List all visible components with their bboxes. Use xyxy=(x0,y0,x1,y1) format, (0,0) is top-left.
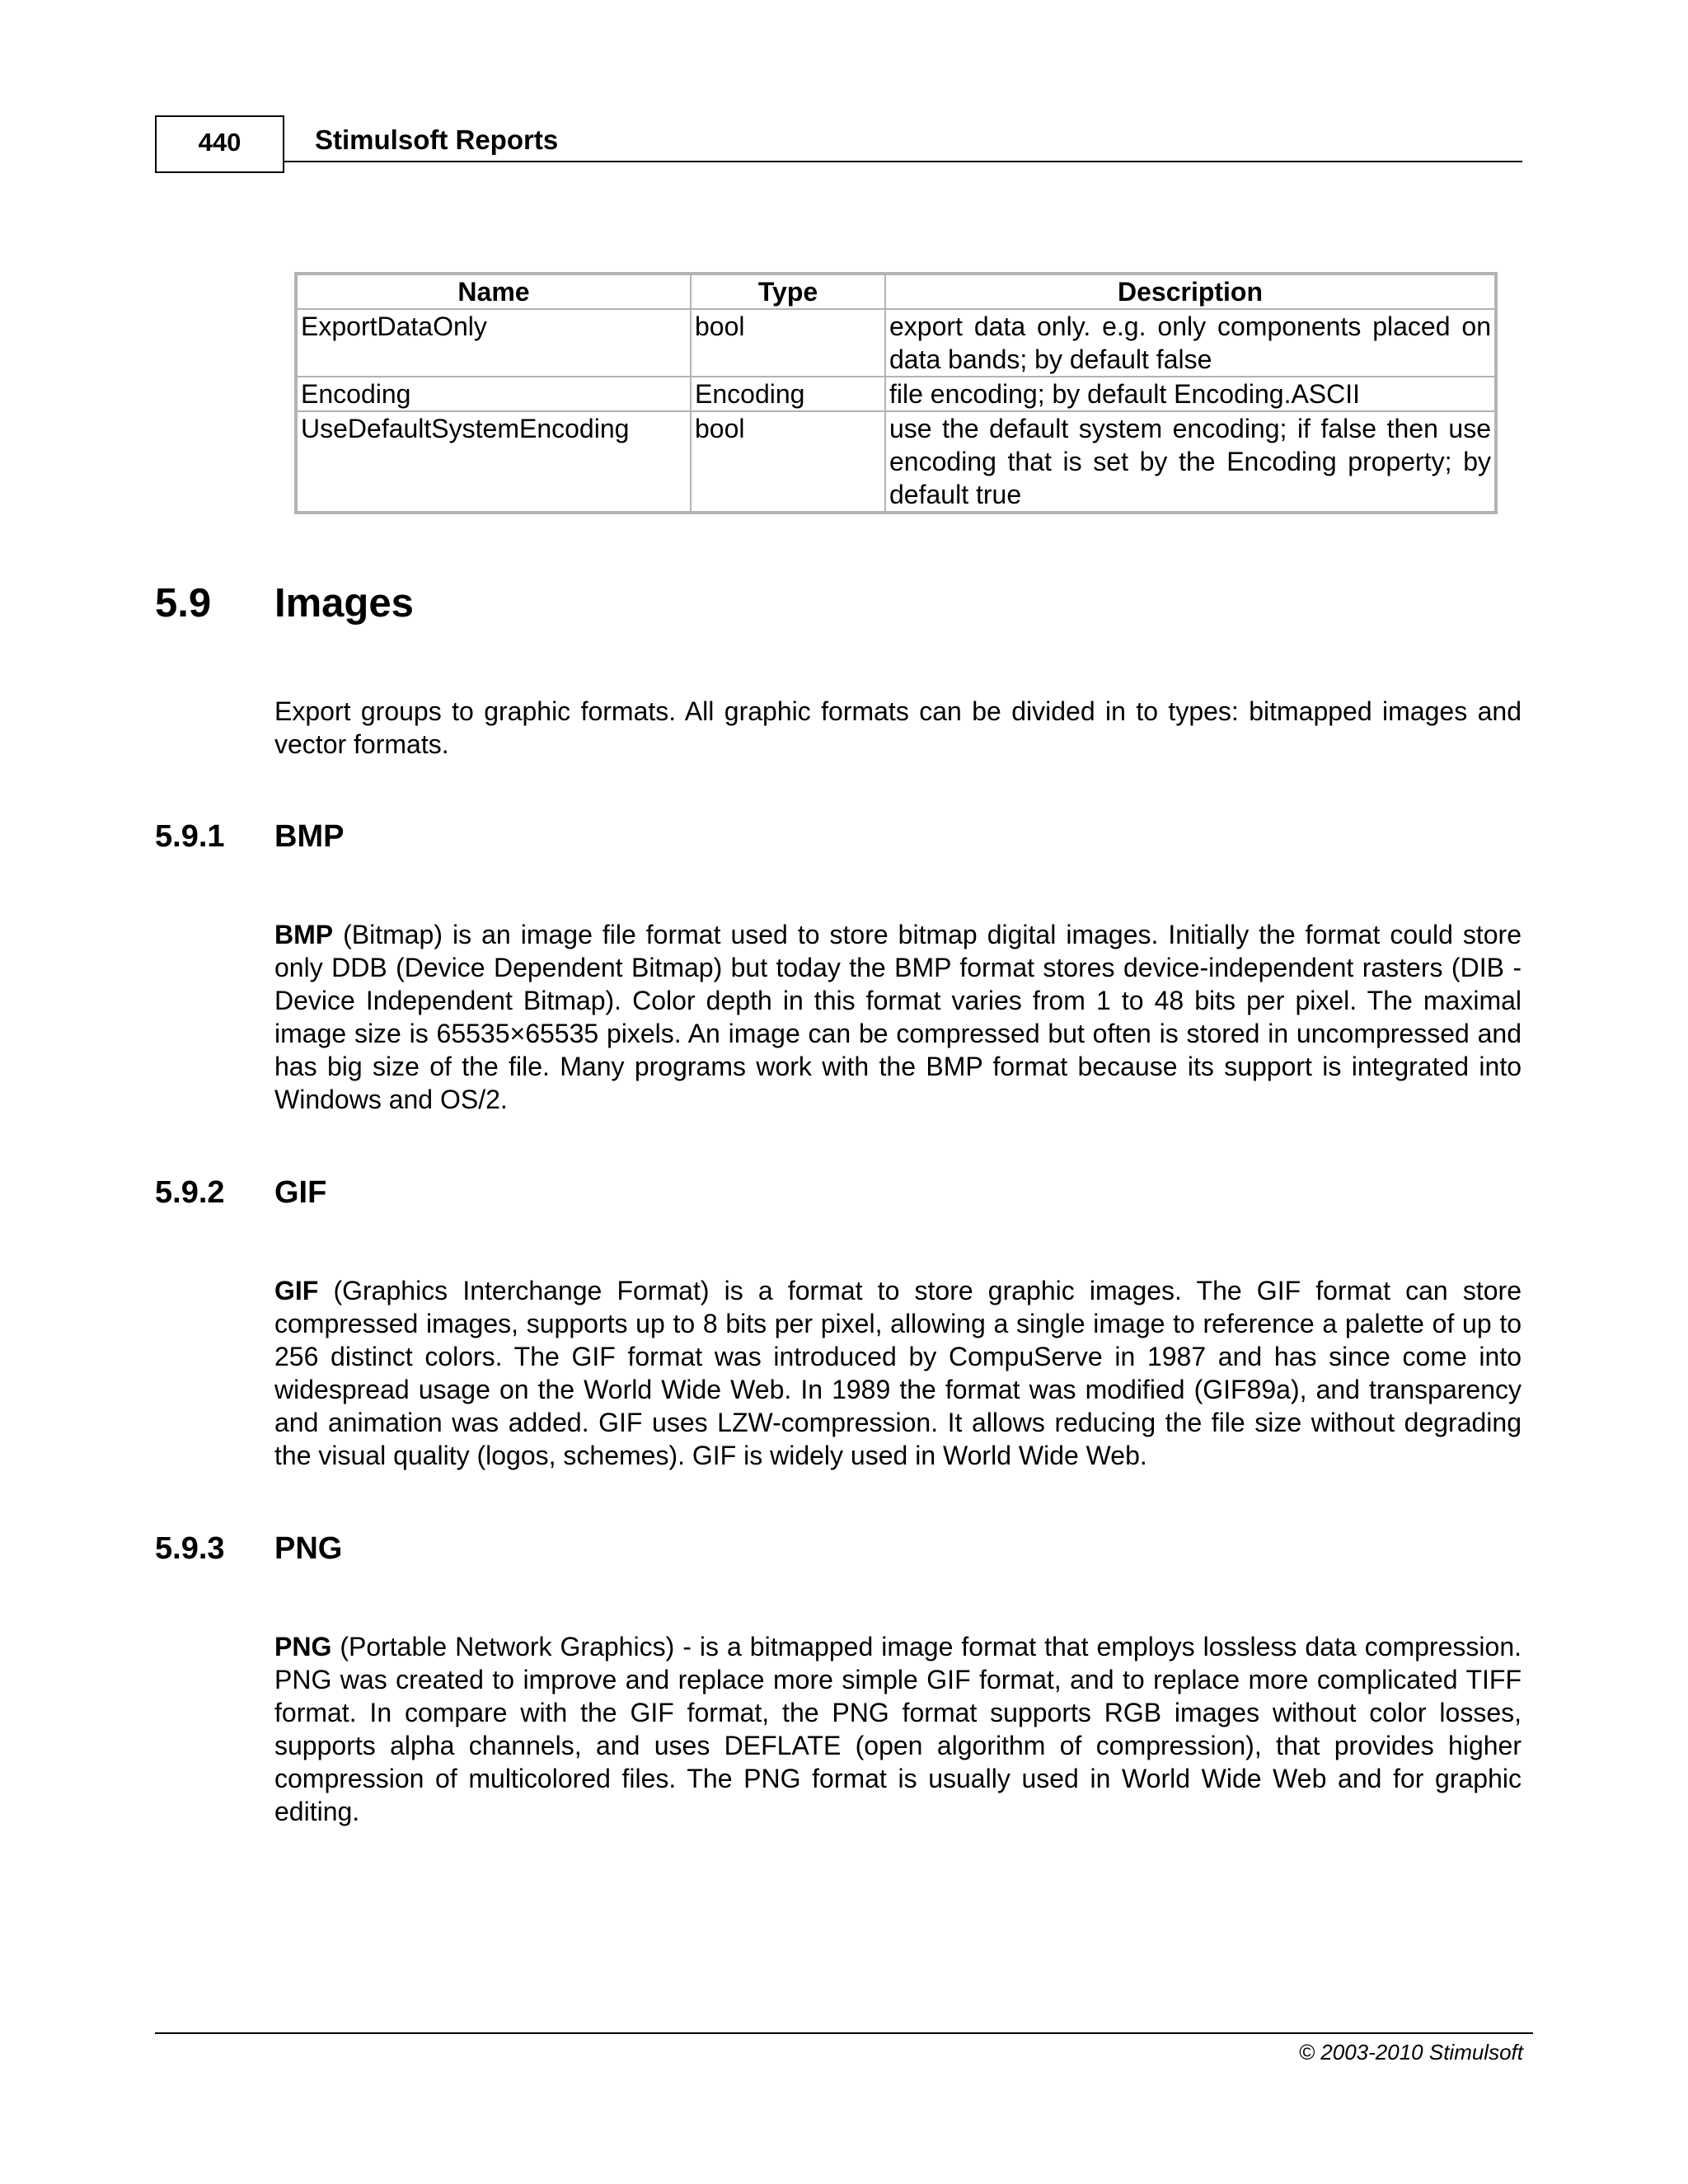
cell-description: export data only. e.g. only components placed on data bands; by default false xyxy=(885,309,1496,377)
cell-type: bool xyxy=(691,309,885,377)
page-number: 440 xyxy=(155,115,284,173)
table-header-row xyxy=(296,274,1496,309)
cell-name: Encoding xyxy=(296,377,691,411)
bmp-paragraph-text: (Bitmap) is an image file format used to store bitmap digital images. Initially the format could store only DDB (Device Dependent Bitmap) but today the BMP format stores device-independent rasters (DIB - Device Independent Bitmap). Color depth in this format varies from 1 to 48 bits per pixel. The maximal image size is 65535×65535 pixels. An image can be compressed but often is stored in uncompressed and has big size of the file. Many programs work with the BMP format because its support is integrated into Windows and OS/2. xyxy=(274,920,1522,1114)
cell-name: ExportDataOnly xyxy=(296,309,691,377)
subsection-number: 5.9.3 xyxy=(155,1531,225,1566)
png-paragraph xyxy=(274,1630,1522,1828)
cell-type: bool xyxy=(691,411,885,513)
column-header-description: Description xyxy=(885,274,1496,309)
cell-description: use the default system encoding; if false then use encoding that is set by the Encoding property; by default true xyxy=(885,411,1496,513)
column-header-name: Name xyxy=(296,274,691,309)
png-lead-term: PNG xyxy=(274,1632,332,1661)
section-paragraph: Export groups to graphic formats. All graphic formats can be divided in to types: bitmapped images and vector formats. xyxy=(274,696,1522,759)
png-paragraph-text: (Portable Network Graphics) - is a bitmapped image format that employs lossless data compression. PNG was created to improve and replace more simple GIF format, and to replace more complicated TIFF format. In compare with the GIF format, the PNG format supports RGB images without color losses, supports alpha channels, and uses DEFLATE (open algorithm of compression), that provides higher compression of multicolored files. The PNG format is usually used in World Wide Web and for graphic editing. xyxy=(274,1632,1522,1826)
gif-paragraph-text: (Graphics Interchange Format) is a format to store graphic images. The GIF format can store compressed images, supports up to 8 bits per pixel, allowing a single image to reference a palette of up to 256 distinct colors. The GIF format was introduced by CompuServe in 1987 and has since come into widespread usage on the World Wide Web. In 1989 the format was modified (GIF89a), and transparency and animation was added. GIF uses LZW-compression. It allows reducing the file size without degrading the visual quality (logos, schemes). GIF is widely used in World Wide Web. xyxy=(274,1276,1522,1470)
gif-lead-term: GIF xyxy=(274,1276,319,1305)
subsection-title: PNG xyxy=(274,1531,343,1566)
subsection-title: GIF xyxy=(274,1175,327,1210)
footer-copyright: © 2003-2010 Stimulsoft xyxy=(1298,2040,1523,2064)
header-title: Stimulsoft Reports xyxy=(315,124,559,155)
subsection-title: BMP xyxy=(274,819,345,854)
bmp-lead-term: BMP xyxy=(274,920,334,949)
table-row xyxy=(296,309,1496,377)
cell-description: file encoding; by default Encoding.ASCII xyxy=(885,377,1496,411)
subsection-number: 5.9.2 xyxy=(155,1175,225,1210)
gif-paragraph xyxy=(274,1274,1522,1472)
table-row xyxy=(296,411,1496,513)
table-row xyxy=(296,377,1496,411)
section-title: Images xyxy=(274,581,414,626)
properties-table xyxy=(294,272,1498,514)
header-divider xyxy=(284,161,1522,162)
column-header-type: Type xyxy=(691,274,885,309)
footer-divider xyxy=(155,2032,1533,2034)
bmp-paragraph xyxy=(274,918,1522,1116)
cell-name: UseDefaultSystemEncoding xyxy=(296,411,691,513)
cell-type: Encoding xyxy=(691,377,885,411)
subsection-number: 5.9.1 xyxy=(155,819,225,854)
section-number: 5.9 xyxy=(155,581,212,626)
